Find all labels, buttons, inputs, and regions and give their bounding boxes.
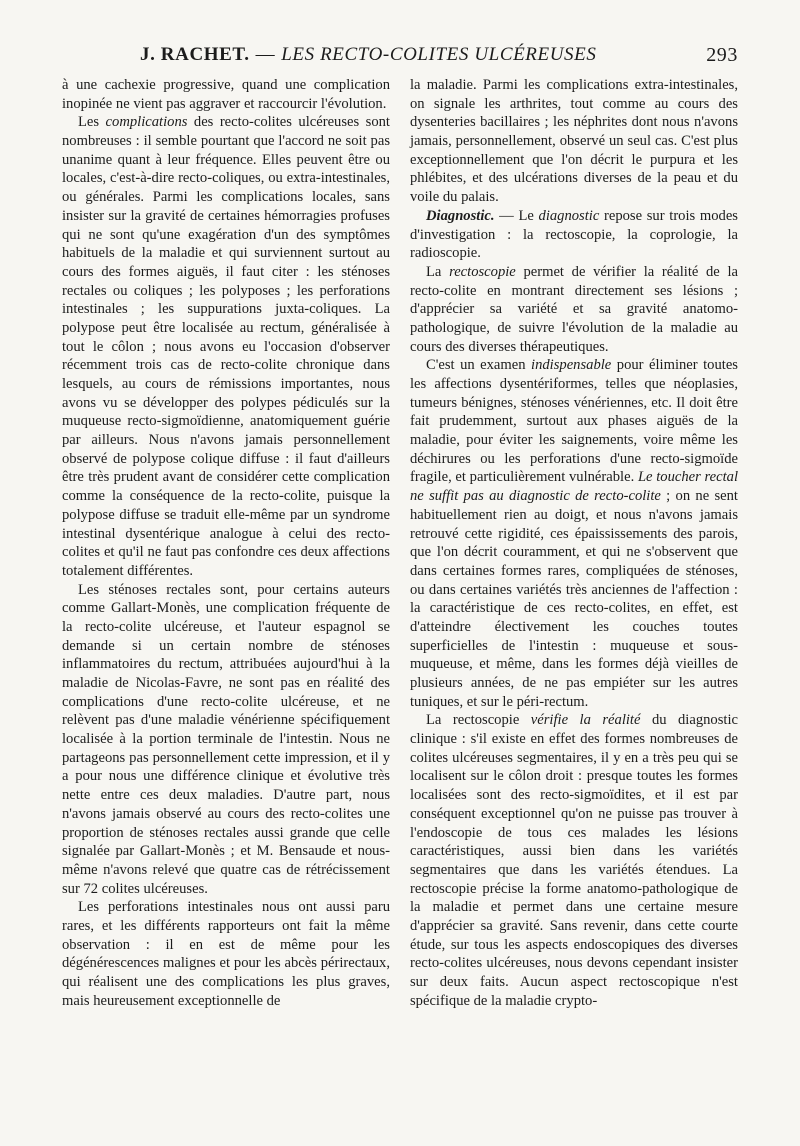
text-run: repose sur trois modes d'investigation : la rectoscopie, la coprologie, la radioscopie. bbox=[410, 207, 738, 262]
emphasis-verifie: vérifie la réalité bbox=[530, 712, 641, 729]
text-run: La bbox=[426, 263, 450, 280]
paragraph-perforations: Les perforations intestinales nous ont aussi paru rares, et les différents rapporteurs ont fait la même observation : il en est de même pour les dégénérescences malignes et pour les abcès périrectaux, qui réalisent une des complications les plus graves, mais heureusement exceptionnelle de bbox=[62, 899, 390, 1009]
emphasis-complications: complications bbox=[105, 114, 188, 131]
running-title bbox=[140, 44, 596, 66]
header-separator: — bbox=[255, 44, 276, 65]
paragraph-examen bbox=[410, 356, 738, 711]
left-column bbox=[62, 76, 390, 1010]
running-header bbox=[62, 44, 738, 68]
text-run: ; on ne sent habituellement rien au doigt, et nous n'avons jamais retrouvé cette rigidité, ces épaississements des parois, que l'on décrit couramment, et qui ne s'observent que dans certaines formes rares, compliquées de sténoses, ou dans certaines variétés très anciennes de l'affection : la caractéristique de ces recto-colites, en effet, est d'atteindre électivement les couches toutes superficielles de l'intestin : muqueuse et sous-muqueuse, et même, dans les formes déjà vieilles de plusieurs années, de ne pas empiéter sur les autres tuniques, et sur le péri-rectum. bbox=[410, 488, 738, 710]
paragraph-complications bbox=[62, 113, 390, 580]
text-run: du diagnostic clinique : s'il existe en effet des formes nombreuses de colites ulcéreuses segmentaires, il y en a très peu qui se localisent sur le côlon droit : presque toutes les formes localisées sont des recto-sigmoïdites, et il est par conséquent exceptionnel qu'on ne puisse pas trouver à l'endoscopie de tous ces malades les lésions caractéristiques, aussi bien dans les variétés segmentaires que dans les variétés étendues. La rectoscopie précise la forme anatomo-pathologique de la maladie et permet dans une certaine mesure d'apprécier sa gravité. Sans revenir, dans cette courte étude, sur tous les aspects endoscopiques des diverses recto-colites ulcéreuses, nous devons cependant insister sur deux faits. Aucun aspect rectoscopique n'est spécifique de la maladie crypto- bbox=[410, 712, 738, 1009]
section-heading-diagnostic: Diagnostic. bbox=[426, 207, 495, 224]
emphasis-rectoscopie: rectoscopie bbox=[449, 263, 516, 280]
emphasis-diagnostic: diagnostic bbox=[538, 207, 600, 224]
paragraph-stenoses: Les sténoses rectales sont, pour certains auteurs comme Gallart-Monès, une complication fréquente de la recto-colite ulcéreuse, et l'auteur espagnol se demande si un certain nombre de sténoses inflammatoires du rectum, attribuées aujourd'hui à la maladie de Nicolas-Favre, ne sont pas en réalité des complications d'une recto-colite ulcéreuse, et ne relèvent pas d'une maladie vénérienne spécifiquement localisée à la portion terminale de l'intestin. Nous ne partageons pas personnellement cette impression, et il y a pour nous une différence clinique et évolutive très nette entre ces deux maladies. D'autre part, nous n'avons jamais observé au cours des recto-colites une proportion de sténoses rectales aussi grande que celle signalée par Gallart-Monès ; et M. Bensaude et nous-même n'avons relevé que quatre cas de rétrécissement sur 72 colites ulcéreuses. bbox=[62, 581, 390, 897]
text-run: — Le bbox=[494, 207, 539, 224]
page-number: 293 bbox=[706, 44, 738, 66]
text-run: Les bbox=[78, 114, 106, 131]
header-author: J. RACHET. bbox=[140, 44, 250, 65]
paragraph: à une cachexie progressive, quand une complication inopinée ne vient pas aggraver et raccourcir l'évolution. bbox=[62, 77, 390, 112]
header-title: LES RECTO-COLITES ULCÉREUSES bbox=[281, 44, 597, 65]
right-column bbox=[410, 76, 738, 1010]
emphasis-toucher-rectal: Le toucher rectal ne suffit pas au diagnostic de recto-colite bbox=[410, 469, 739, 505]
paragraph-verifie bbox=[410, 711, 738, 1010]
text-run: C'est un examen bbox=[426, 357, 532, 374]
emphasis-indispensable: indispensable bbox=[531, 357, 612, 374]
text-run: permet de vérifier la réalité de la recto-colite en montrant directement ses lésions ; d'apprécier sa variété et sa gravité anatomo-pathologique, de suivre l'évolution de la maladie au cours des diverses thérapeutiques. bbox=[410, 263, 738, 355]
text-run: La rectoscopie bbox=[426, 712, 531, 729]
text-run: des recto-colites ulcéreuses sont nombreuses : il semble pourtant que l'accord ne soit pas unanime quant à leur fréquence. Elles peuvent être ou locales, c'est-à-dire recto-coliques, ou extra-intestinales, ou générales. Parmi les complications locales, sans insister sur la gravité de certaines hémorragies profuses qui ne sont qu'une exagération d'un des symptômes habituels de la maladie et qui surviennent surtout au cours des formes aiguës, il faut citer : les sténoses rectales ou coliques ; les polyposes ; les perforations intestinales ; les suppurations juxta-coliques. La polypose peut être localisée au rectum, généralisée à tout le côlon ; nous avons eu l'occasion d'observer récemment trois cas de recto-colite chronique dans lesquels, au cours de rémissions importantes, nous avons vu se développer des polypes pédiculés sur la muqueuse recto-sigmoïdienne, anatomiquement guérie par ailleurs. Nous n'avons jamais personnellement observé de polypose colique diffuse : il faut d'ailleurs être très prudent avant de considérer cette complication comme la conséquence de la recto-colite, puisque la polypose diffuse se traduit elle-même par un syndrome intestinal dysentérique analogue à celui des recto-colites et qu'il ne faut pas confondre ces deux affections totalement différentes. bbox=[62, 114, 390, 579]
paragraph-diagnostic bbox=[410, 207, 738, 263]
paragraph: la maladie. Parmi les complications extra-intestinales, on signale les arthrites, tout comme au cours des dysenteries bacillaires ; les néphrites dont nous n'avons jamais, personnellement, observé un seul cas. C'est plus exceptionnellement que l'on décrit le purpura et les phlébites, et des ulcérations diverses de la peau et du voile du palais. bbox=[410, 77, 738, 206]
text-run: pour éliminer toutes les affections dysentériformes, telles que néoplasies, tumeurs bénignes, sténoses vénériennes, etc. Il doit être fait prudemment, surtout aux phases aiguës de la maladie, pour éviter les saignements, voire même les déchirures ou les perforations d'une recto-sigmoïde fragile, et particulièrement vulnérable. bbox=[410, 357, 738, 486]
paragraph-rectoscopie bbox=[410, 263, 738, 356]
